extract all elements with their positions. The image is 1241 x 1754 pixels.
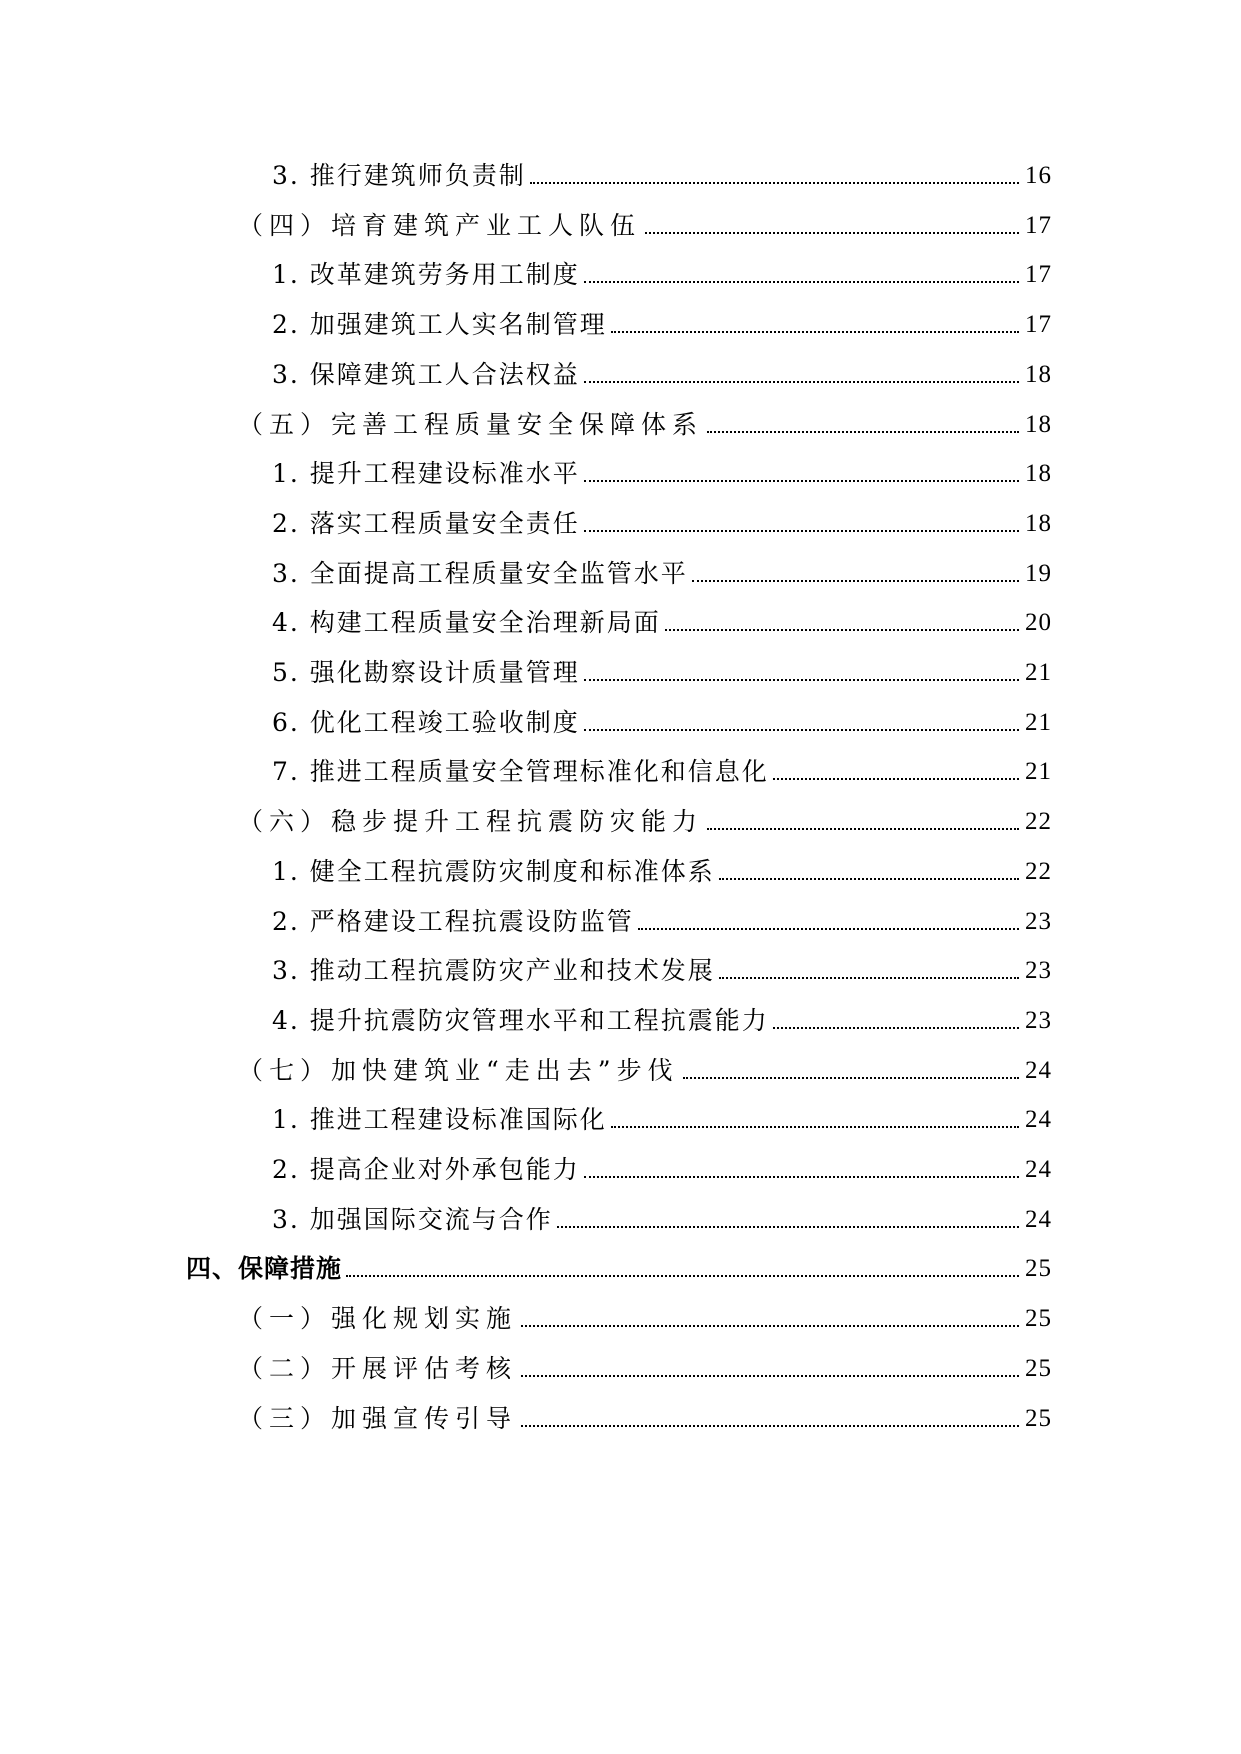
toc-dot-leader xyxy=(707,828,1019,830)
toc-dot-leader xyxy=(611,331,1019,333)
toc-dot-leader xyxy=(645,232,1019,234)
toc-entry-page-number: 20 xyxy=(1025,609,1052,636)
toc-entry[interactable] xyxy=(272,998,1052,1038)
toc-dot-leader xyxy=(346,1275,1019,1277)
toc-entry-page-number: 22 xyxy=(1025,808,1052,835)
toc-entry-title: 1. 推进工程建设标准国际化 xyxy=(272,1105,607,1134)
toc-dot-leader xyxy=(638,928,1019,930)
toc-entry[interactable] xyxy=(272,252,1052,292)
toc-entry-title: 7. 推进工程质量安全管理标准化和信息化 xyxy=(272,757,769,786)
toc-dot-leader xyxy=(557,1226,1019,1228)
toc-dot-leader xyxy=(584,679,1019,681)
toc-dot-leader xyxy=(665,629,1019,631)
toc-entry[interactable] xyxy=(238,1048,1052,1088)
toc-entry-title: 2. 严格建设工程抗震设防监管 xyxy=(272,907,634,936)
toc-entry-page-number: 18 xyxy=(1025,460,1052,487)
toc-entry[interactable] xyxy=(238,203,1052,243)
toc-dot-leader xyxy=(584,281,1019,283)
toc-entry-page-number: 21 xyxy=(1025,758,1052,785)
toc-entry[interactable] xyxy=(238,1346,1052,1386)
toc-entry-page-number: 25 xyxy=(1025,1255,1052,1282)
toc-entry-title: 2. 落实工程质量安全责任 xyxy=(272,509,580,538)
toc-entry[interactable] xyxy=(272,849,1052,889)
toc-entry-page-number: 25 xyxy=(1025,1405,1052,1432)
toc-entry[interactable] xyxy=(238,1296,1052,1336)
toc-entry[interactable] xyxy=(186,1246,1052,1286)
toc-entry-title: 2. 加强建筑工人实名制管理 xyxy=(272,310,607,339)
toc-entry-title: 3. 加强国际交流与合作 xyxy=(272,1205,553,1234)
toc-dot-leader xyxy=(707,431,1019,433)
toc-dot-leader xyxy=(773,1027,1019,1029)
toc-entry[interactable] xyxy=(272,501,1052,541)
toc-entry[interactable] xyxy=(272,700,1052,740)
toc-entry[interactable] xyxy=(272,1147,1052,1187)
toc-entry[interactable] xyxy=(272,302,1052,342)
toc-entry[interactable] xyxy=(272,1197,1052,1237)
toc-dot-leader xyxy=(584,1176,1019,1178)
toc-entry[interactable] xyxy=(272,451,1052,491)
toc-entry[interactable] xyxy=(238,402,1052,442)
toc-entry-title: 四、保障措施 xyxy=(186,1254,343,1283)
toc-entry-title: 3. 全面提高工程质量安全监管水平 xyxy=(272,559,688,588)
toc-entry[interactable] xyxy=(272,749,1052,789)
toc-entry[interactable] xyxy=(272,948,1052,988)
toc-entry-page-number: 17 xyxy=(1025,261,1052,288)
toc-entry[interactable] xyxy=(272,650,1052,690)
toc-entry[interactable] xyxy=(272,899,1052,939)
toc-entry-title: 1. 改革建筑劳务用工制度 xyxy=(272,260,580,289)
toc-entry-title: 4. 构建工程质量安全治理新局面 xyxy=(272,608,661,637)
toc-entry-title: 4. 提升抗震防灾管理水平和工程抗震能力 xyxy=(272,1006,769,1035)
toc-entry-page-number: 24 xyxy=(1025,1106,1052,1133)
toc-dot-leader xyxy=(692,580,1019,582)
toc-entry-title: （五）完善工程质量安全保障体系 xyxy=(238,410,704,439)
toc-entry-page-number: 18 xyxy=(1025,361,1052,388)
toc-dot-leader xyxy=(530,182,1019,184)
toc-entry[interactable] xyxy=(272,352,1052,392)
toc-entry-page-number: 16 xyxy=(1025,162,1052,189)
toc-entry-page-number: 18 xyxy=(1025,411,1052,438)
toc-entry-page-number: 25 xyxy=(1025,1355,1052,1382)
toc-entry-title: （一）强化规划实施 xyxy=(238,1304,518,1333)
toc-entry-title: 1. 提升工程建设标准水平 xyxy=(272,459,580,488)
toc-entry-page-number: 23 xyxy=(1025,908,1052,935)
toc-entry-page-number: 23 xyxy=(1025,957,1052,984)
toc-entry[interactable] xyxy=(272,1097,1052,1137)
toc-entry-page-number: 21 xyxy=(1025,659,1052,686)
toc-dot-leader xyxy=(683,1077,1019,1079)
toc-entry-title: 6. 优化工程竣工验收制度 xyxy=(272,708,580,737)
toc-dot-leader xyxy=(584,729,1019,731)
toc-entry-title: （七）加快建筑业“走出去”步伐 xyxy=(238,1056,679,1085)
toc-entry-page-number: 23 xyxy=(1025,1007,1052,1034)
toc-dot-leader xyxy=(521,1425,1019,1427)
toc-entry-page-number: 24 xyxy=(1025,1057,1052,1084)
toc-dot-leader xyxy=(584,530,1019,532)
toc-entry-title: （六）稳步提升工程抗震防灾能力 xyxy=(238,807,704,836)
toc-entry-page-number: 17 xyxy=(1025,311,1052,338)
toc-entry[interactable] xyxy=(238,1396,1052,1436)
toc-dot-leader xyxy=(521,1375,1019,1377)
toc-entry-page-number: 22 xyxy=(1025,858,1052,885)
toc-entry-page-number: 21 xyxy=(1025,709,1052,736)
toc-entry-title: 2. 提高企业对外承包能力 xyxy=(272,1155,580,1184)
toc-dot-leader xyxy=(719,878,1019,880)
toc-entry-title: 1. 健全工程抗震防灾制度和标准体系 xyxy=(272,857,715,886)
toc-entry-title: （四）培育建筑产业工人队伍 xyxy=(238,211,642,240)
toc-entry-page-number: 24 xyxy=(1025,1156,1052,1183)
toc-entry[interactable] xyxy=(272,551,1052,591)
toc-dot-leader xyxy=(584,480,1019,482)
toc-entry-page-number: 19 xyxy=(1025,560,1052,587)
toc-entry-title: 3. 保障建筑工人合法权益 xyxy=(272,360,580,389)
toc-entry[interactable] xyxy=(272,153,1052,193)
toc-dot-leader xyxy=(611,1126,1019,1128)
toc-entry-title: 5. 强化勘察设计质量管理 xyxy=(272,658,580,687)
toc-dot-leader xyxy=(521,1325,1019,1327)
toc-entry-title: 3. 推动工程抗震防灾产业和技术发展 xyxy=(272,956,715,985)
toc-dot-leader xyxy=(773,778,1019,780)
toc-entry-page-number: 25 xyxy=(1025,1305,1052,1332)
toc-entry-page-number: 17 xyxy=(1025,212,1052,239)
toc-entry-title: （三）加强宣传引导 xyxy=(238,1404,518,1433)
toc-dot-leader xyxy=(719,977,1019,979)
toc-entry-title: （二）开展评估考核 xyxy=(238,1354,518,1383)
toc-entry-page-number: 18 xyxy=(1025,510,1052,537)
toc-entry-title: 3. 推行建筑师负责制 xyxy=(272,161,526,190)
toc-entry[interactable] xyxy=(272,600,1052,640)
toc-entry-page-number: 24 xyxy=(1025,1206,1052,1233)
toc-entry[interactable] xyxy=(238,799,1052,839)
toc-dot-leader xyxy=(584,381,1019,383)
